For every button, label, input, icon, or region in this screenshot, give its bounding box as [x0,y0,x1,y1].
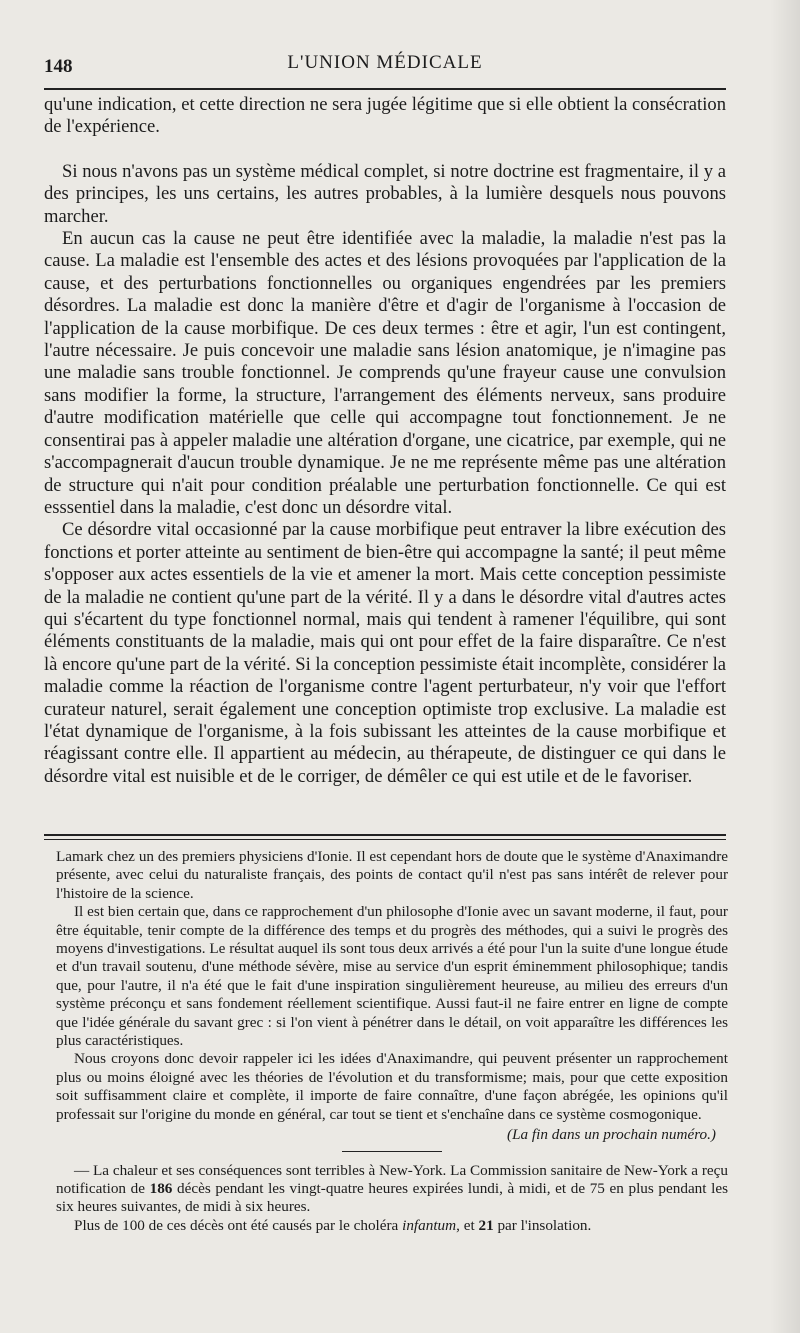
page-edge-shadow [770,0,800,1333]
header-rule [44,88,726,90]
death-count: 186 [149,1179,173,1197]
news-text: Plus de 100 de ces décès ont été causés par le choléra [74,1216,403,1234]
page-header [44,52,726,82]
feuilleton-text [56,848,728,1235]
news-text: — La chaleur et ses conséquences sont terribles à New-York. La Commission sanitaire de New-York a reçu notification de [56,1161,728,1197]
running-title: L'UNION MÉDICALE [287,52,483,73]
main-text [44,94,726,788]
news-paragraph [56,1217,728,1235]
news-item [56,1162,728,1236]
news-paragraph [56,1162,728,1217]
main-paragraph: Ce désordre vital occasionné par la cause morbifique peut entraver la libre exécution des fonctions et porter atteinte au sentiment de bien-être qui accompagne la santé; il peut même s'opposer aux actes essentiels de la vie et amener la mort. Mais cette conception pessimiste de la maladie ne contient qu'une part de la vérité. Il y a dans le désordre vital d'autres actes qui s'écartent du type fonctionnel normal, mais qui tendent à ramener l'équilibre, qui sont éléments constituants de la maladie, mais qui ont pour effet de la faire disparaître. Ce n'est là encore qu'une part de la vérité. Si la conception pessimiste était incomplète, considérer la maladie comme la réaction de l'organisme contre l'agent perturbateur, n'y voir que l'effort curateur naturel, serait également une conception optimiste trop exclusive. La maladie est l'état dynamique de l'organisme, à la fois subissant les atteintes de la cause morbifique et réagissant contre elle. Il appartient au médecin, au thérapeute, de distinguer ce qui dans le désordre vital est nuisible et de le corriger, de démêler ce qui est utile et de le favoriser. [44,519,726,787]
italic-term: infantum [402,1216,457,1234]
section-double-rule [44,834,726,840]
feuilleton-paragraph: Il est bien certain que, dans ce rapprochement d'un philosophe d'Ionie avec un savant moderne, il faut, pour être équitable, tenir compte de la différence des temps et du progrès des méthodes, qui a suivi le progrès des moyens d'investigations. Le résultat auquel ils sont tous deux arrivés a été pour l'un la suite d'une longue étude et d'un travail soutenu, d'une méthode sévère, mise au service d'un esprit éminemment philosophique; tandis que, pour l'autre, il n'a été que le fait d'une inspiration singulièrement heureuse, au milieu des erreurs d'un système préconçu et sans fondement réellement scientifique. Aussi faut-il ne faire entrer en ligne de compte que l'idée générale du savant grec : si l'on vient à pénétrer dans le détail, on voit apparaître les différences les plus caractéristiques. [56,903,728,1050]
news-text: , et [456,1216,479,1234]
main-paragraph: Si nous n'avons pas un système médical complet, si notre doctrine est fragmentaire, il y a des principes, les uns certains, les autres probables, à la lumière desquels nous pouvons marcher. [44,160,726,227]
continued-note: (La fin dans un prochain numéro.) [507,1126,716,1144]
news-text: par l'insolation. [493,1216,592,1234]
insolation-count: 21 [478,1216,494,1234]
feuilleton-paragraph: Lamark chez un des premiers physiciens d'Ionie. Il est cependant hors de doute que le système d'Anaximandre présente, avec celui du naturaliste français, des points de contact qu'il n'est pas sans intérêt de relever pour l'histoire de la science. [56,848,728,902]
main-paragraph: qu'une indication, et cette direction ne sera jugée légitime que si elle obtient la consécration de l'expérience. [44,94,726,138]
main-paragraph: En aucun cas la cause ne peut être identifiée avec la maladie, la maladie n'est pas la cause. La maladie est l'ensemble des actes et des lésions provoquées par l'application de la cause, et des perturbations fonctionnelles ou organiques engendrées par les premiers désordres. La maladie est donc la manière d'être et d'agir de l'organisme à l'occasion de l'application de la cause morbifique. De ces deux termes : être et agir, l'un est contingent, l'autre nécessaire. Je puis concevoir une maladie sans lésion anatomique, je n'imagine pas une maladie sans trouble fonctionnel. Je comprends qu'une frayeur cause une convulsion sans modifier la forme, la structure, l'arrangement des éléments nerveux, sans produire d'autre modification matérielle que celle qui accompagne tout fonctionnement. Je ne consentirai pas à appeler maladie une altération d'organe, une cicatrice, par exemple, qui ne s'accompagnerait d'aucun trouble dynamique. Je ne me représente même pas une altération de structure qui n'ait pour condition préalable une perturbation fonctionnelle. Ce qui est esssentiel dans la maladie, c'est donc un désordre vital. [44,228,726,518]
feuilleton-paragraph: Nous croyons donc devoir rappeler ici les idées d'Anaximandre, qui peuvent présenter un rapprochement plus ou moins éloigné avec les théories de l'évolution et du transformisme; mais, pour que cette exposition soit suffisamment claire et complète, il importe de faire connaître, d'une façon abrégée, les opinions qu'il professait sur l'origine du monde en général, car tout se tient et s'enchaîne dans ce système cosmogonique. [56,1050,728,1123]
news-text: décès pendant les vingt-quatre heures expirées lundi, à midi, et de 75 en plus pendant les six heures suivantes, de midi à six heures. [56,1179,728,1216]
short-divider [342,1151,442,1152]
page-number: 148 [44,56,73,77]
